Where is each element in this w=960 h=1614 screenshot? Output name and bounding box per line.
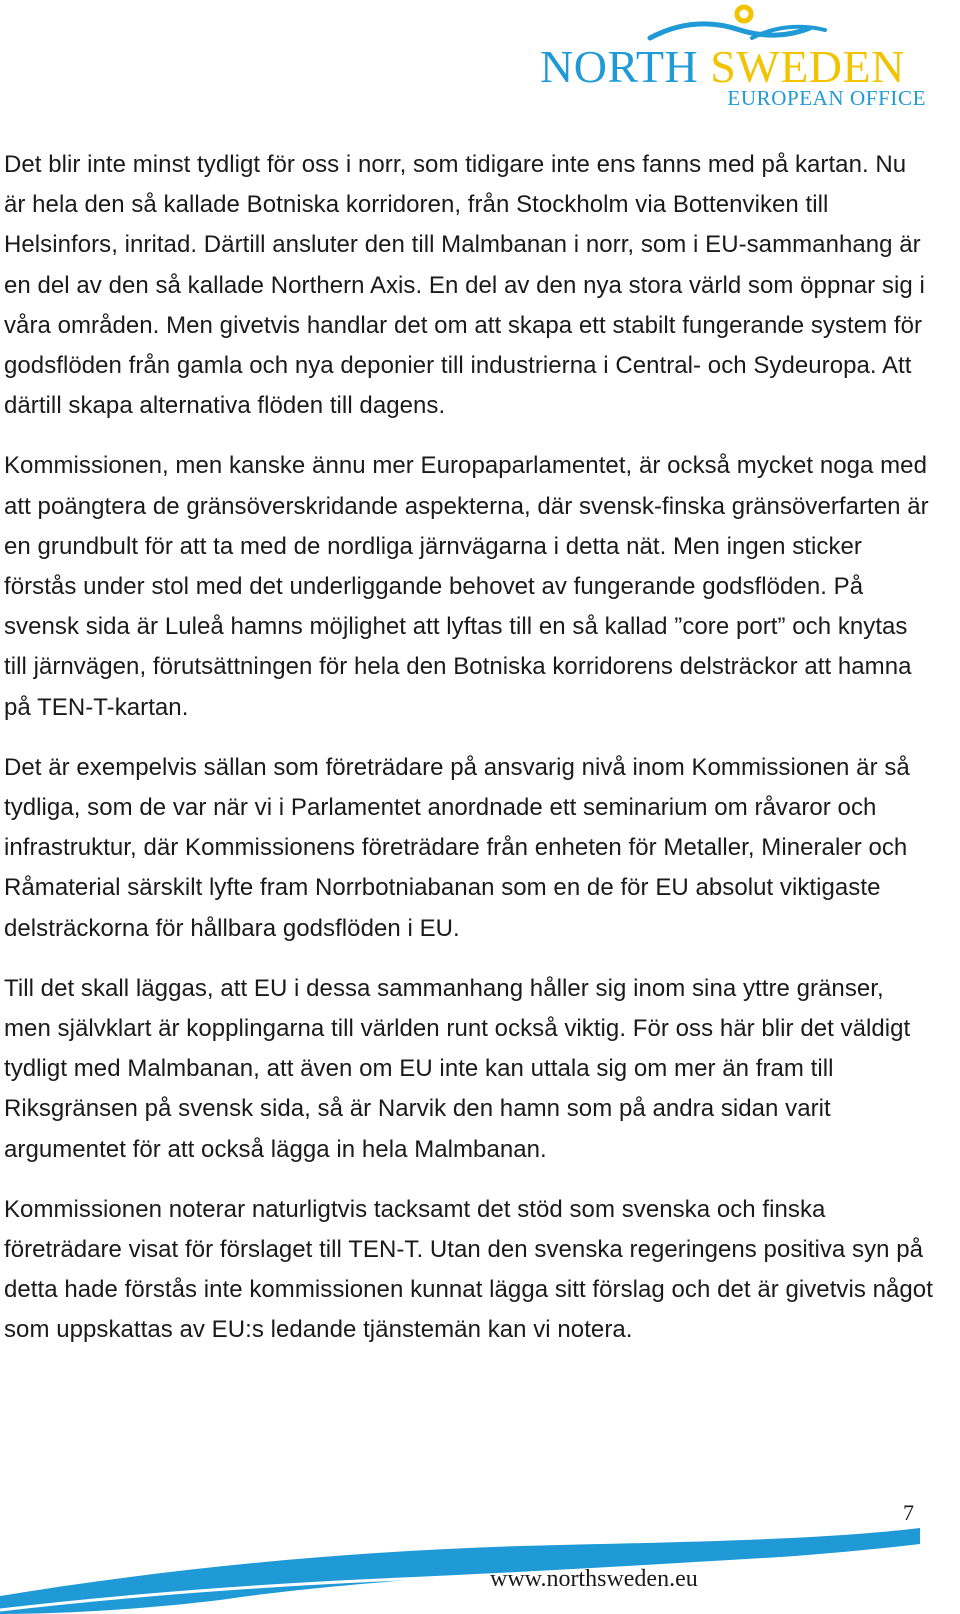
sun-icon [737,7,751,21]
logo-subtitle: EUROPEAN OFFICE [727,86,926,110]
north-sweden-logo [540,0,930,112]
wave-band [0,1528,920,1614]
document-body [4,145,934,1371]
paragraph: Till det skall läggas, att EU i dessa sammanhang håller sig inom sina yttre gränser, men självklart är kopplingarna till världen runt också viktig. För oss här blir det väldigt tydligt med Malmbanan, att även om EU inte kan uttala sig om mer än fram till Riksgränsen på svensk sida, så är Narvik den hamn som på andra sidan varit argumentet för att också lägga in hela Malmbanan. [4,974,911,1163]
logo-graphic [540,0,930,112]
page-number: 7 [903,1500,914,1525]
logo-word-north: NORTH [540,41,711,92]
logo-wordmark [540,41,905,92]
paragraph: Det är exempelvis sällan som företrädare på ansvarig nivå inom Kommissionen är så tydliga, som de var när vi i Parlamentet anordnade ett seminarium om råvaror och infrastruktur, där Kommissionens företrädare från enheten för Metaller, Mineraler och Råmaterial särskilt lyfte fram Norrbotniabanan som en de för EU absolut viktigaste delsträckorna för hållbara godsflöden i EU. [4,753,910,942]
footer-wave-graphic [0,1500,960,1614]
footer-url: www.northsweden.eu [490,1566,698,1592]
paragraph: Kommissionen, men kanske ännu mer Europaparlamentet, är också mycket noga med att poängtera de gränsöverskridande aspekterna, där svensk-finska gränsöverfarten är en grundbult för att ta med de nordliga järnvägarna i detta nät. Men ingen sticker förstås under stol med det underliggande behovet av fungerande godsflöden. På svensk sida är Luleå hamns möjlighet att lyftas till en så kallad ”core port” och knytas till järnvägen, förutsättningen för hela den Botniska korridorens delsträckor att hamna på TEN-T-kartan. [4,452,929,721]
logo-word-sweden: SWEDEN [710,41,905,92]
paragraph: Kommissionen noterar naturligtvis tacksamt det stöd som svenska och finska företrädare visat för förslaget till TEN-T. Utan den svenska regeringens positiva syn på detta hade förstås inte kommissionen kunnat lägga sitt förslag och det är givetvis något som uppskattas av EU:s ledande tjänstemän kan vi notera. [4,1195,933,1344]
paragraph: Det blir inte minst tydligt för oss i norr, som tidigare inte ens fanns med på kartan. Nu är hela den så kallade Botniska korridoren, från Stockholm via Bottenviken till Helsinfors, inritad. Därtill ansluter den till Malmbanan i norr, som i EU-sammanhang är en del av den så kallade Northern Axis. En del av den nya stora värld som öppnar sig i våra områden. Men givetvis handlar det om att skapa ett stabilt fungerande system för godsflöden från gamla och nya deponier till industrierna i Central- och Sydeuropa. Att därtill skapa alternativa flöden till dagens. [4,151,925,420]
footer-wave [0,1500,960,1614]
